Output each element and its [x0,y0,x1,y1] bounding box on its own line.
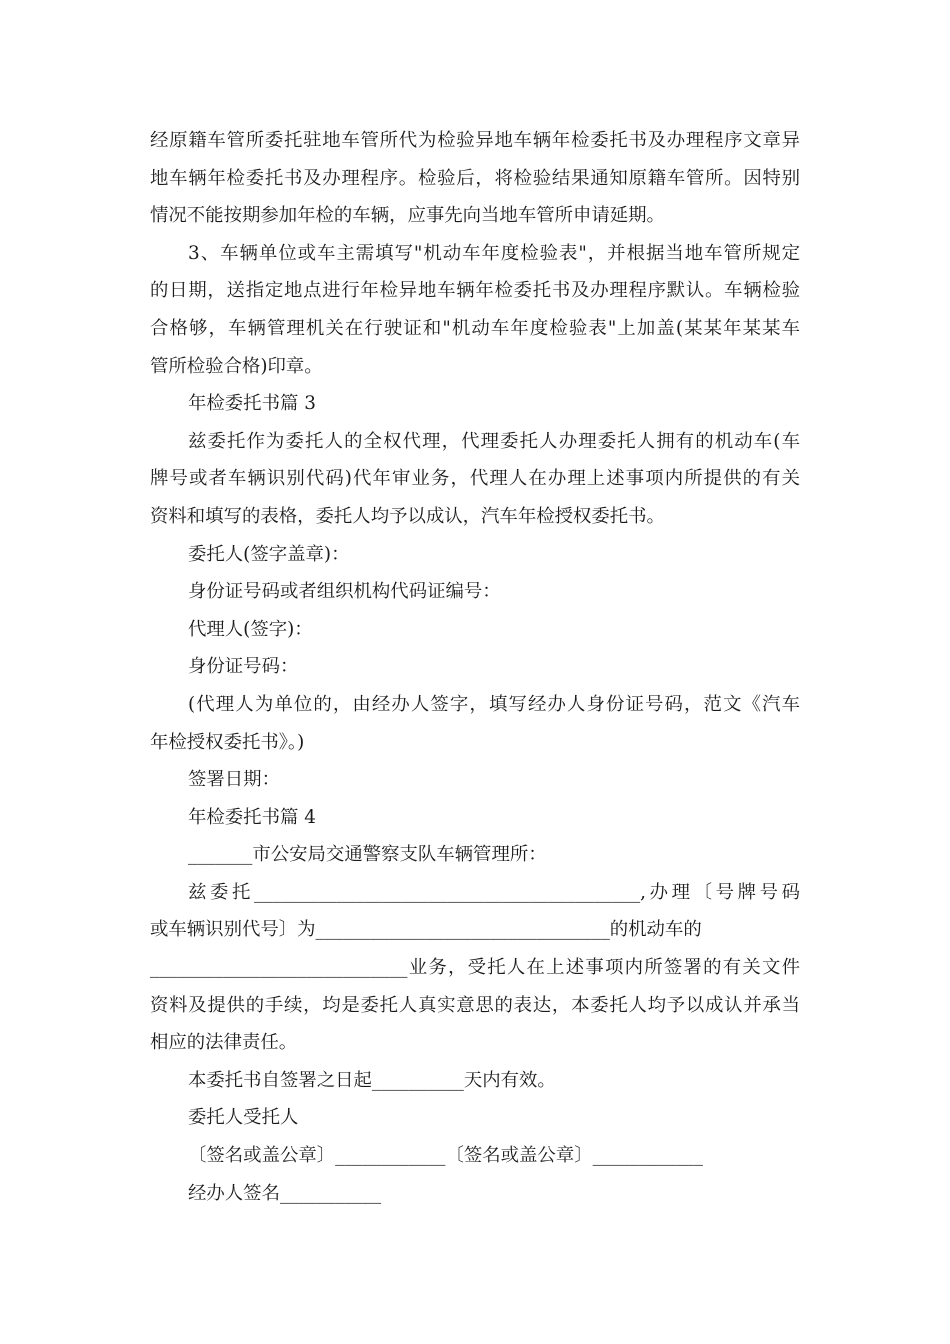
handler-signature-line: 经办人签名___________ [188,1182,382,1204]
paragraph-line: 资料和填写的表格，委托人均予以成认，汽车年检授权委托书。 [150,505,665,527]
document-body [150,122,800,1212]
addressee-line: _______市公安局交通警察支队车辆管理所： [188,844,547,866]
field-label-id-number: 身份证号码： [188,656,299,678]
paragraph-line: 合格够，车辆管理机关在行驶证和"机动车年度检验表"上加盖(某某年某某车 [150,317,801,339]
paragraph-line: 管所检验合格)印章。 [150,355,323,377]
validity-line: 本委托书自签署之日起__________天内有效。 [188,1069,556,1091]
paragraph-line: 经原籍车管所委托驻地车管所代为检验异地车辆年检委托书及办理程序文章异 [150,130,800,151]
paragraph-line: 资料及提供的手续，均是委托人真实意思的表达，本委托人均予以成认并承当 [150,994,800,1016]
field-label-sign-date: 签署日期： [188,769,280,791]
section-heading: 年检委托书篇 3 [188,393,316,415]
paragraph-line: 情况不能按期参加年检的车辆，应事先向当地车管所申请延期。 [150,205,665,227]
paragraph-line: 相应的法律责任。 [150,1032,298,1054]
field-label-id-or-org-code: 身份证号码或者组织机构代码证编号： [188,581,501,603]
field-label-agent: 代理人(签字)： [188,618,313,640]
paragraph-line: 年检授权委托书》。) [150,731,305,753]
paragraph-line: 地车辆年检委托书及办理程序。检验后，将检验结果通知原籍车管所。因特别 [150,167,800,189]
paragraph-line: 3、车辆单位或车主需填写"机动车年度检验表"，并根据当地车管所规定 [188,242,800,264]
paragraph-line: 或车辆识别代号〕为________________________________的机动车的 [150,919,702,941]
section-heading: 年检委托书篇 4 [188,806,316,828]
signature-fields: 〔签名或盖公章〕____________〔签名或盖公章〕____________ [188,1145,703,1167]
signature-labels: 委托人受托人 [188,1107,299,1129]
paragraph-line: 兹委托作为委托人的全权代理，代理委托人办理委托人拥有的机动车(车 [188,430,800,452]
field-label-principal: 委托人(签字盖章)： [188,543,350,565]
paragraph-line: (代理人为单位的，由经办人签字，填写经办人身份证号码，范文《汽车 [188,693,800,715]
paragraph-line: 兹委托__________________________________________,办理〔号牌号码 [188,881,800,903]
paragraph-line: 牌号或者车辆识别代码)代年审业务，代理人在办理上述事项内所提供的有关 [150,468,800,490]
paragraph-line: ____________________________业务，受托人在上述事项内所签署的有关文件 [150,957,800,979]
paragraph-line: 的日期，送指定地点进行年检异地车辆年检委托书及办理程序默认。车辆检验 [150,280,800,302]
